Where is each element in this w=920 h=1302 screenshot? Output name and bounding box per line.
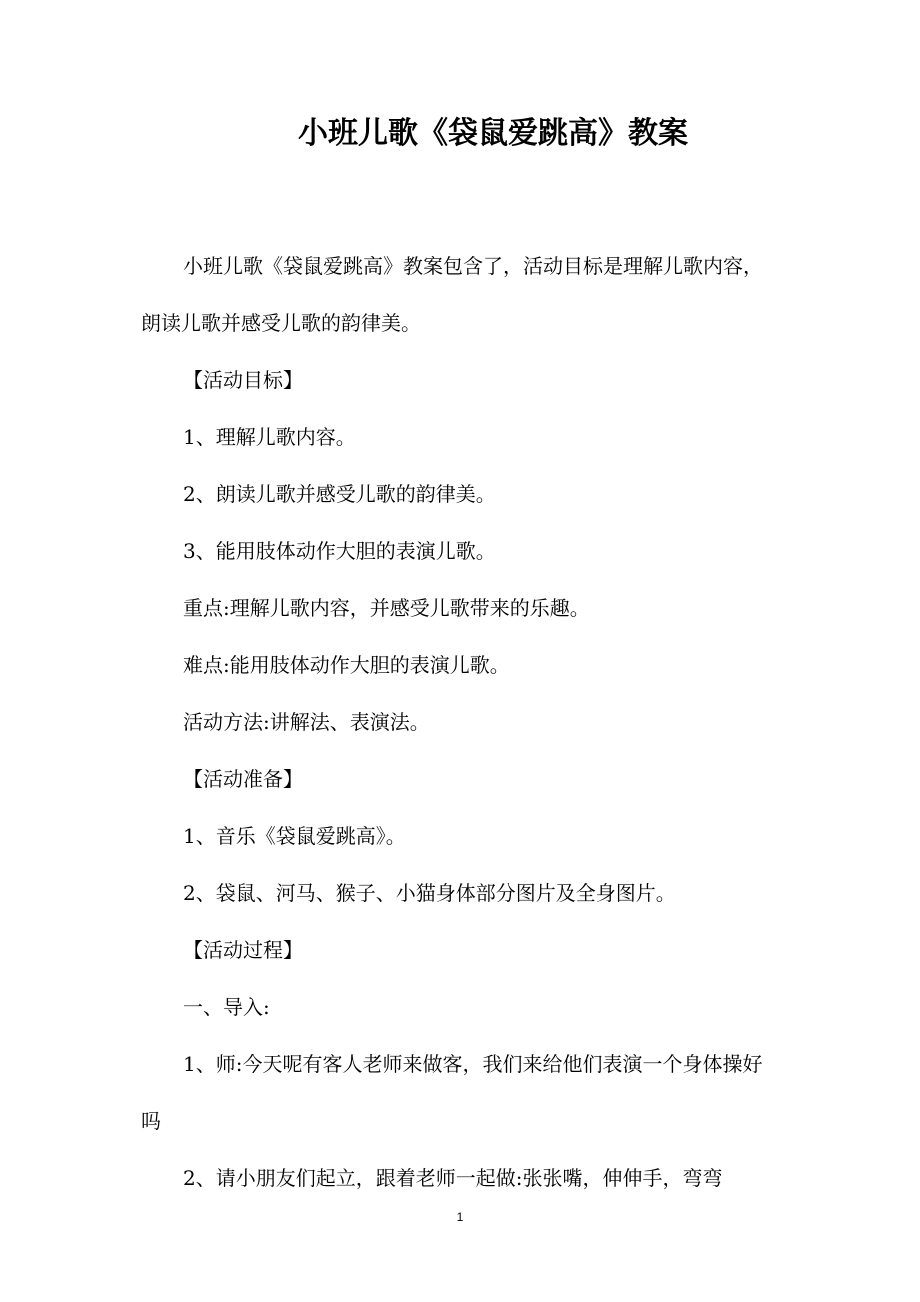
paragraph-intro: 小班儿歌《袋鼠爱跳高》教案包含了，活动目标是理解儿歌内容，朗读儿歌并感受儿歌的韵律美。 (141, 254, 763, 335)
process-item: 2、请小朋友们起立，跟着老师一起做:张张嘴，伸伸手，弯弯 (183, 1166, 723, 1190)
document-title: 小班儿歌《袋鼠爱跳高》教案 (298, 116, 688, 151)
process-item: 1、师:今天呢有客人老师来做客，我们来给他们表演一个身体操好吗 (141, 1052, 763, 1133)
page-number: 1 (456, 1210, 464, 1224)
section-heading-goals: 【活动目标】 (183, 368, 303, 392)
preparation-item: 2、袋鼠、河马、猴子、小猫身体部分图片及全身图片。 (183, 881, 676, 905)
section-heading-preparation: 【活动准备】 (183, 767, 303, 791)
goal-item: 2、朗读儿歌并感受儿歌的韵律美。 (183, 482, 496, 506)
difficult-point: 难点:能用肢体动作大胆的表演儿歌。 (183, 653, 510, 677)
goal-item: 3、能用肢体动作大胆的表演儿歌。 (183, 539, 496, 563)
document-body (141, 238, 781, 1207)
process-step-heading: 一、导入: (183, 995, 270, 1019)
key-point: 重点:理解儿歌内容，并感受儿歌带来的乐趣。 (183, 596, 590, 620)
section-heading-process: 【活动过程】 (183, 938, 303, 962)
preparation-item: 1、音乐《袋鼠爱跳高》。 (183, 824, 406, 848)
goal-item: 1、理解儿歌内容。 (183, 425, 356, 449)
activity-method: 活动方法:讲解法、表演法。 (183, 710, 430, 734)
